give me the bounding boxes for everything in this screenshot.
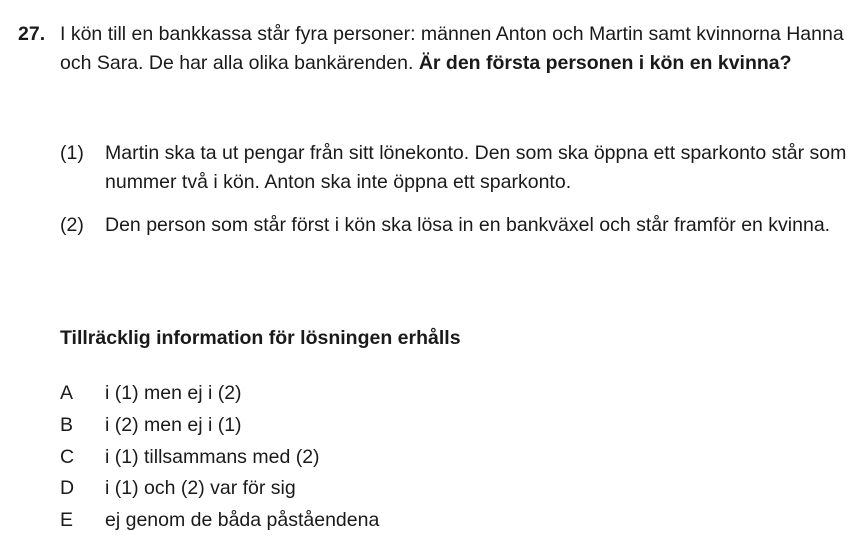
question-number: 27. [18, 23, 46, 45]
statement-2 [60, 211, 850, 240]
option-text: i (1) men ej i (2) [105, 382, 242, 404]
answer-option-b[interactable] [60, 410, 760, 442]
statement-label: (2) [60, 214, 84, 236]
sufficiency-heading: Tillräcklig information för lösningen erhålls [60, 327, 461, 349]
option-text: i (1) tillsammans med (2) [105, 445, 320, 468]
answer-options [60, 378, 760, 537]
option-text: i (2) men ej i (1) [105, 413, 242, 436]
option-letter: A [60, 382, 74, 404]
answer-option-c[interactable] [60, 442, 760, 474]
statement-label: (1) [60, 142, 84, 164]
option-letter: B [60, 413, 74, 436]
statement-text: Den person som står först i kön ska lösa in en bankväxel och står framför en kvinna. [105, 214, 831, 236]
question-stem-emphasis: Är den första personen i kön en kvinna? [418, 51, 792, 74]
statements-list [60, 139, 850, 255]
statement-text: Martin ska ta ut pengar från sitt lönekonto. Den som ska öppna ett sparkonto står som nummer två i kön. Anton ska inte öppna ett sparkonto. [105, 142, 847, 193]
answer-option-d[interactable] [60, 473, 760, 505]
answer-option-e[interactable] [60, 505, 760, 537]
question-stem [60, 20, 848, 77]
question-stem-text: I kön till en bankkassa står fyra personer: männen Anton och Martin samt kvinnorna Hanna och Sara. De har alla olika bankärenden. [60, 23, 844, 74]
option-letter: C [60, 445, 75, 468]
option-letter: E [60, 509, 74, 532]
option-text: ej genom de båda påståendena [105, 509, 380, 532]
question-block [18, 20, 848, 77]
option-text: i (1) och (2) var för sig [105, 477, 296, 500]
statement-1 [60, 139, 850, 196]
option-letter: D [60, 477, 75, 500]
answer-option-a[interactable] [60, 378, 760, 410]
